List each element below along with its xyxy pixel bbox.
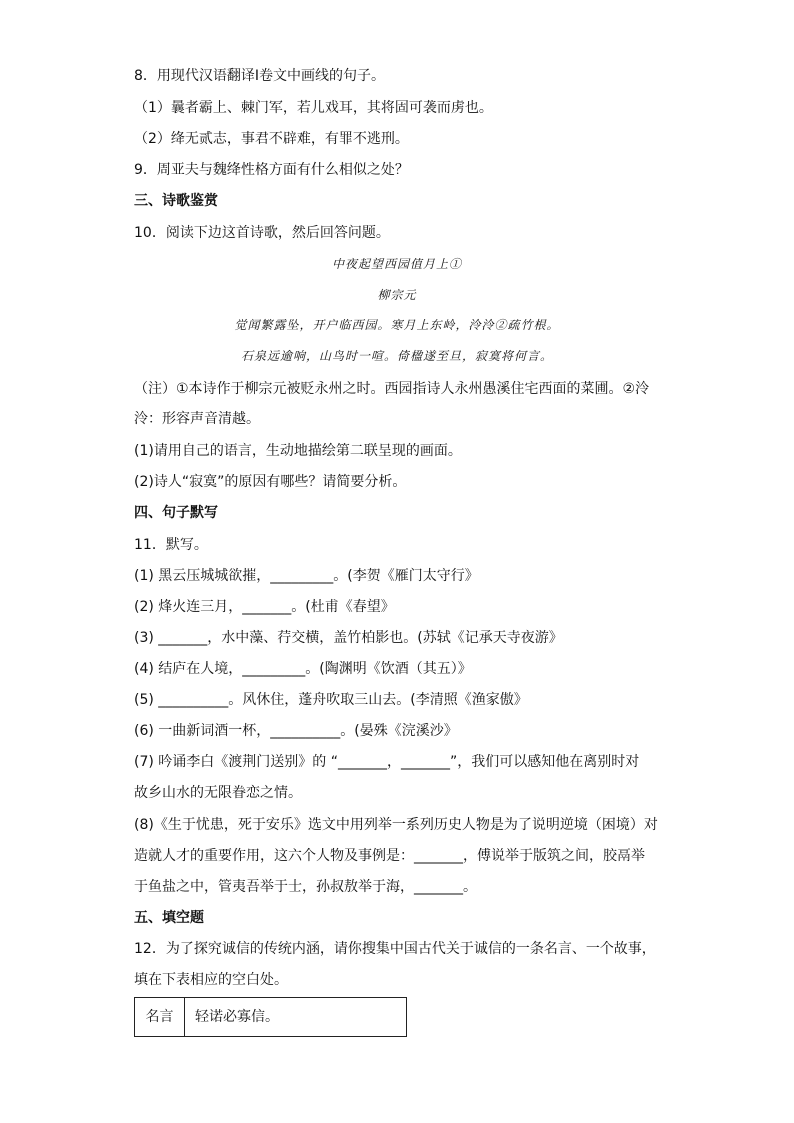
poem-line-1: 觉闻繁露坠，开户临西园。寒月上东岭，泠泠②疏竹根。: [234, 318, 560, 332]
poem-title: 中夜起望西园值月上①: [331, 257, 462, 271]
question-11-item-1: (1) 黑云压城城欲摧，_________。(李贺《雁门太守行》: [134, 568, 479, 584]
question-11-item-8-line-1: (8)《生于忧患，死于安乐》选文中用列举一系列历史人物是为了说明逆境（困境）对: [134, 817, 658, 833]
answer-table: [134, 997, 407, 1037]
section-4-heading: 四、句子默写: [134, 505, 218, 521]
table-header-cell: 名言: [135, 998, 185, 1036]
question-11-item-3: (3) _______，水中藻、荇交横，盖竹柏影也。(苏轼《记承天寺夜游》: [134, 630, 563, 646]
poem-note-line-2: 泠：形容声音清越。: [134, 411, 260, 427]
question-11-item-6: (6) 一曲新词酒一杯，__________。(晏殊《浣溪沙》: [134, 723, 458, 739]
poem-line-2: 石泉远逾响，山鸟时一喧。倚楹遂至旦，寂寞将何言。: [240, 349, 553, 363]
question-8-item-2: （2）绛无贰志，事君不辟难，有罪不逃刑。: [134, 131, 409, 147]
question-9: 9．周亚夫与魏绛性格方面有什么相似之处？: [134, 162, 409, 178]
question-8-item-1: （1）曩者霸上、棘门军，若儿戏耳，其将固可袭而虏也。: [134, 100, 493, 116]
question-11-item-7-line-1: (7) 吟诵李白《渡荆门送别》的 “_______，_______”，我们可以感知他在离别时对: [134, 754, 640, 770]
question-10-item-2: (2)诗人“寂寞”的原因有哪些？请简要分析。: [134, 474, 407, 490]
question-11-item-7-line-2: 故乡山水的无限眷恋之情。: [134, 785, 302, 801]
question-8: 8．用现代汉语翻译Ⅰ卷文中画线的句子。: [134, 68, 386, 84]
poem-author: 柳宗元: [377, 288, 417, 302]
poem-note-line-1: （注）①本诗作于柳宗元被贬永州之时。西园指诗人永州愚溪住宅西面的菜圃。②泠: [134, 381, 650, 397]
section-3-heading: 三、诗歌鉴赏: [134, 193, 218, 209]
section-5-heading: 五、填空题: [134, 910, 204, 926]
question-10: 10．阅读下边这首诗歌，然后回答问题。: [134, 225, 390, 241]
table-value-cell: 轻诺必寡信。: [195, 1009, 279, 1025]
question-11-item-8-line-2: 造就人才的重要作用，这六个人物及事例是：_______，傅说举于版筑之间，胶鬲举: [134, 848, 645, 864]
question-10-item-1: (1)请用自己的语言，生动地描绘第二联呈现的画面。: [134, 443, 462, 459]
question-11-item-4: (4) 结庐在人境，_________。(陶渊明《饮酒（其五）》: [134, 661, 472, 677]
question-11-item-2: (2) 烽火连三月，_______。(杜甫《春望》: [134, 599, 395, 615]
question-12-line-1: 12．为了探究诚信的传统内涵，请你搜集中国古代关于诚信的一条名言、一个故事，: [134, 941, 656, 957]
question-11-item-5: (5) __________。风休住，蓬舟吹取三山去。(李清照《渔家傲》: [134, 692, 528, 708]
question-11-item-8-line-3: 于鱼盐之中，管夷吾举于士，孙叔敖举于海，_______。: [134, 879, 477, 895]
question-12-line-2: 填在下表相应的空白处。: [134, 972, 288, 988]
question-11: 11．默写。: [134, 537, 208, 553]
